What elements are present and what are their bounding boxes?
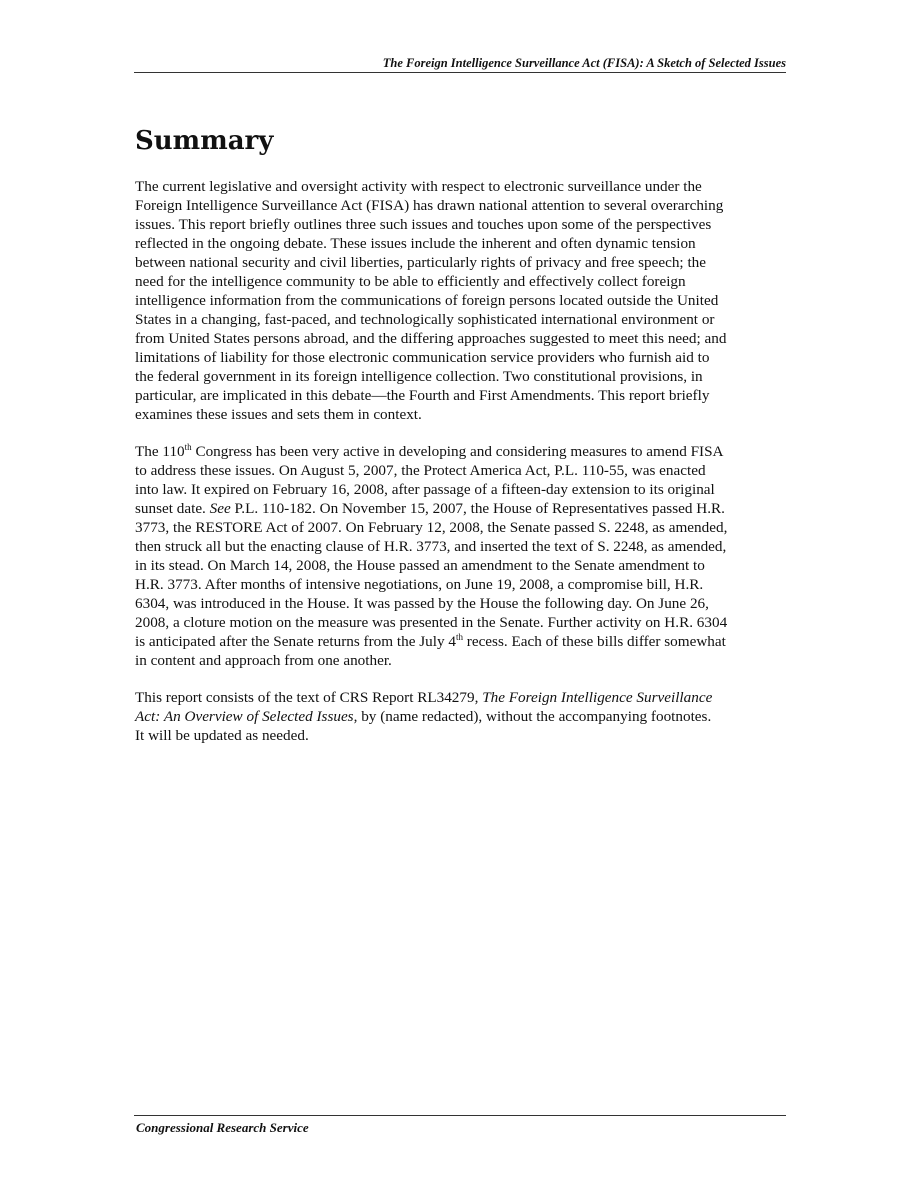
- italic-see: See: [209, 500, 231, 517]
- text-line: issues. This report briefly outlines three such issues and touches upon some of the perspectives: [135, 216, 712, 233]
- text-line: 3773, the RESTORE Act of 2007. On February 12, 2008, the Senate passed S. 2248, as amended,: [135, 519, 728, 536]
- text-line: [135, 632, 795, 651]
- text-line: in its stead. On March 14, 2008, the House passed an amendment to the Senate amendment to: [135, 557, 705, 574]
- running-header-title: The Foreign Intelligence Surveillance Act (FISA): A Sketch of Selected Issues: [382, 56, 786, 70]
- text-line: in content and approach from one another.: [135, 652, 392, 669]
- summary-paragraph-3: [135, 688, 795, 745]
- text-line: particular, are implicated in this debate—the Fourth and First Amendments. This report briefly: [135, 387, 710, 404]
- report-title-italic: The Foreign Intelligence Surveillance: [482, 689, 713, 706]
- text-line: to address these issues. On August 5, 2007, the Protect America Act, P.L. 110-55, was enacted: [135, 462, 706, 479]
- text-run: recess. Each of these bills differ somewhat: [462, 633, 726, 650]
- text-line: reflected in the ongoing debate. These issues include the inherent and often dynamic tension: [135, 235, 696, 252]
- superscript: th: [184, 442, 192, 452]
- footer-rule: [134, 1115, 786, 1116]
- text-line: into law. It expired on February 16, 2008, after passage of a fifteen-day extension to its original: [135, 481, 715, 498]
- footer-publisher: Congressional Research Service: [136, 1120, 309, 1135]
- header-rule: [134, 72, 786, 73]
- text-run: , by (name redacted), without the accompanying footnotes.: [353, 708, 712, 725]
- text-line: the federal government in its foreign intelligence collection. Two constitutional provisions, in: [135, 368, 703, 385]
- text-line: limitations of liability for those electronic communication service providers who furnish aid to: [135, 349, 710, 366]
- text-line: The current legislative and oversight activity with respect to electronic surveillance under the: [135, 178, 702, 195]
- text-run: Congress has been very active in developing and considering measures to amend FISA: [191, 443, 724, 460]
- summary-paragraph-1: [135, 177, 795, 424]
- text-line: H.R. 3773. After months of intensive negotiations, on June 19, 2008, a compromise bill, H.R.: [135, 576, 704, 593]
- text-line: It will be updated as needed.: [135, 727, 309, 744]
- text-run: P.L. 110-182. On November 15, 2007, the House of Representatives passed H.R.: [230, 500, 725, 517]
- text-run: This report consists of the text of CRS Report RL34279,: [135, 689, 483, 706]
- text-run: is anticipated after the Senate returns from the July 4: [135, 633, 456, 650]
- text-line: examines these issues and sets them in context.: [135, 406, 422, 423]
- text-line: intelligence information from the communications of foreign persons located outside the United: [135, 292, 719, 309]
- superscript: th: [455, 632, 463, 642]
- text-line: from United States persons abroad, and the differing approaches suggested to meet this need; and: [135, 330, 727, 347]
- report-title-italic: Act: An Overview of Selected Issues: [135, 708, 354, 725]
- summary-paragraph-2: [135, 442, 795, 670]
- text-run: sunset date.: [135, 500, 210, 517]
- text-line: then struck all but the enacting clause of H.R. 3773, and inserted the text of S. 2248, as amended,: [135, 538, 727, 555]
- text-run: The 110: [135, 443, 185, 460]
- text-line: need for the intelligence community to be able to efficiently and effectively collect foreign: [135, 273, 686, 290]
- text-line: between national security and civil liberties, particularly rights of privacy and free speech; the: [135, 254, 706, 271]
- text-line: Foreign Intelligence Surveillance Act (FISA) has drawn national attention to several overarching: [135, 197, 724, 214]
- text-line: [135, 707, 795, 726]
- text-line: 6304, was introduced in the House. It was passed by the House the following day. On June 26,: [135, 595, 709, 612]
- summary-body: [135, 177, 795, 763]
- text-line: States in a changing, fast-paced, and technologically sophisticated international environment or: [135, 311, 715, 328]
- text-line: 2008, a cloture motion on the measure was presented in the Senate. Further activity on H.R. 6304: [135, 614, 728, 631]
- text-line: [135, 499, 795, 518]
- text-line: [135, 688, 795, 707]
- text-line: [135, 442, 795, 461]
- page-title: Summary: [135, 126, 274, 156]
